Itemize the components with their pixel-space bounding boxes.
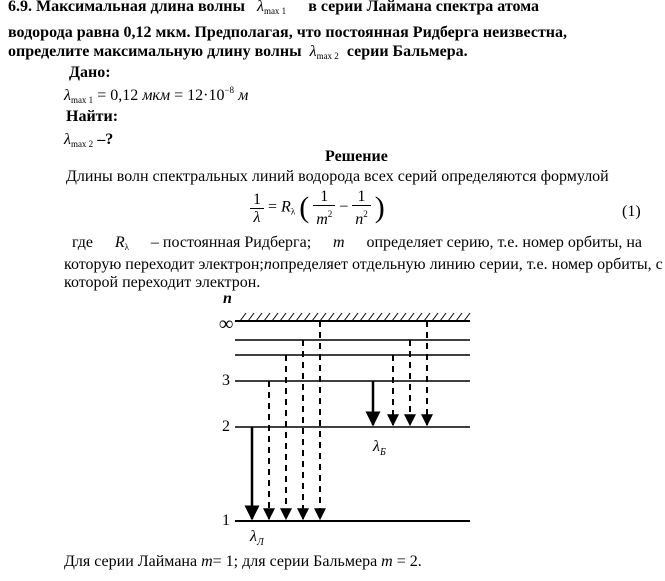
rydberg-formula: $\frac{1}{\lambda}$ = $R_\lambda$ ( $\frac{1}{m^2}$ − $\frac{1}{n^2}$ ) [250,188,385,228]
lambda-max1-symbol: $\lambda_{max 1}$ [257,0,287,16]
problem-text-1b: в серии Лаймана спектра атома [308,0,540,15]
problem-line-1 [8,0,539,16]
level-label-1: 1 [222,512,230,529]
find-header: Найти: [66,108,119,125]
problem-line-2: водорода равна 0,12 мкм. Предполагая, что постоянная Ридберга неизвестна, [8,24,568,41]
problem-number: 6.9. [8,0,32,15]
footer-sentence: Для серии Лаймана m= 1; для серии Бальмера m = 2. [64,553,422,570]
problem-text-1a: Максимальная длина волны [36,0,245,15]
explanation-line-3: которой переходит электрон. [64,274,261,291]
lambda-max2-symbol: $\lambda_{max 2}$ [309,43,339,61]
explanation-line-1: где $R_\lambda$ – постоянная Ридберга; m определяет серию, т.е. номер орбиты, на [72,234,642,252]
level-label-3: 3 [222,372,230,389]
find-equation: $\lambda_{max 2}$ –? [64,131,114,149]
level-label-2: 2 [222,418,230,435]
axis-label-n: n [223,290,232,307]
given-header: Дано: [69,64,111,81]
lyman-label: $\lambda_Л$ [250,528,264,548]
infinity-hatching [240,313,470,321]
problem-line-3: определите максимальную длину волны $\lambda_{max 2}$ серии Бальмера. [8,43,468,61]
explanation-line-2: которую переходит электрон; n определяет отдельную линию серии, т.е. номер орбиты, с [64,256,663,273]
energy-level-diagram [195,285,485,555]
level-label-infinity: ∞ [219,313,234,335]
solution-header: Решение [325,148,388,165]
given-equation: $\lambda_{max 1} = 0,12$ мкм = $12\cdot 10^{-8}$ м [64,85,249,105]
equation-number: (1) [622,203,641,220]
solution-intro: Длины волн спектральных линий водорода всех серий определяются формулой [66,168,609,185]
balmer-label: $\lambda_Б$ [373,438,386,458]
